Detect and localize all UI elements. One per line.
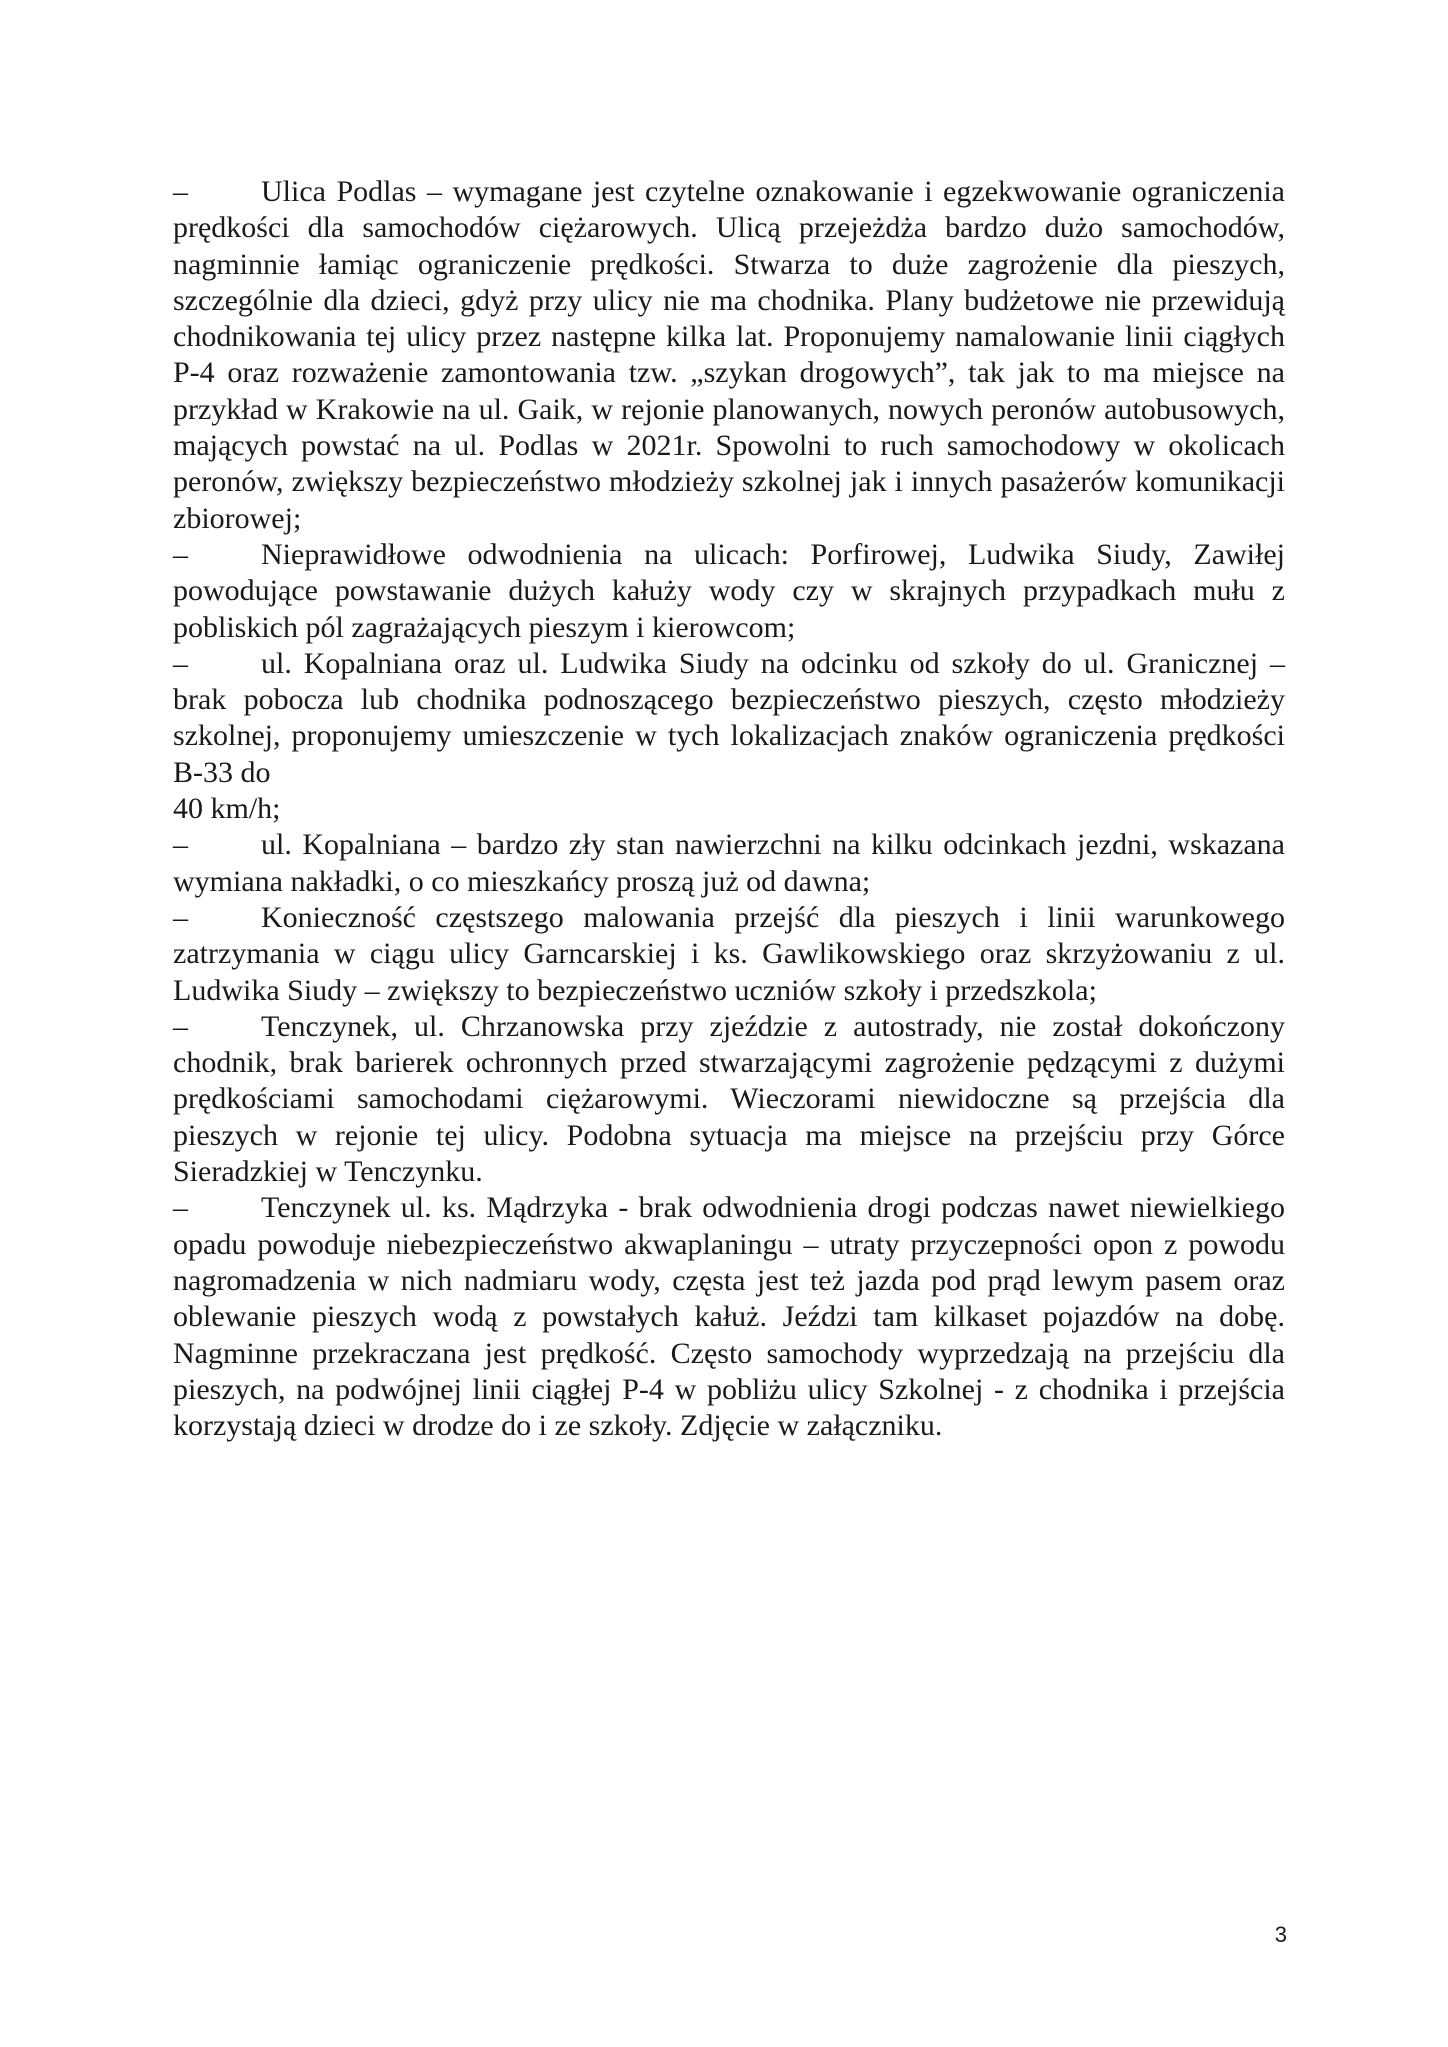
bullet-dash: – (173, 646, 188, 680)
list-item-text: Konieczność częstszego malowania przejść dla pieszych i linii warunkowego zatrzymania w ciągu ulicy Garncarskiej i ks. Gawlikowskiego oraz skrzyżowaniu z ul. Ludwika Siudy – zwiększy to bezpieczeństwo uczniów szkoły i przedszkola; (173, 900, 1285, 1007)
bullet-dash: – (173, 1009, 188, 1043)
list-item (173, 1190, 1285, 1444)
list-item (173, 827, 1285, 900)
page-number: 3 (1274, 1922, 1287, 1947)
list-item (173, 174, 1285, 537)
list-item (173, 900, 1285, 1009)
bullet-dash: – (173, 175, 188, 208)
list-item-text: ul. Kopalniana oraz ul. Ludwika Siudy na odcinku od szkoły do ul. Granicznej – brak pobocza lub chodnika podnoszącego bezpieczeństwo pieszych, często młodzieży szkolnej, proponujemy umieszczenie w tych lokalizacjach znaków ograniczenia prędkości B-33 do (173, 646, 1285, 789)
list-item-text: Ulica Podlas – wymagane jest czytelne oznakowanie i egzekwowanie ograniczenia prędkości dla samochodów ciężarowych. Ulicą przejeżdża bardzo dużo samochodów, nagminnie łamiąc ograniczenie prędkości. Stwarza to duże zagrożenie dla pieszych, szczególnie dla dzieci, gdyż przy ulicy nie ma chodnika. Plany budżetowe nie przewidują chodnikowania tej ulicy przez następne kilka lat. Proponujemy namalowanie linii ciągłych P-4 oraz rozważenie zamontowania tzw. „szykan drogowych”, tak jak to ma miejsce na przykład w Krakowie na ul. Gaik, w rejonie planowanych, nowych peronów autobusowych, mających powstać na ul. Podlas w 2021r. Spowolni to ruch samochodowy w okolicach peronów, zwiększy bezpieczeństwo młodzieży szkolnej jak i innych pasażerów komunikacji zbiorowej; (173, 175, 1285, 535)
list-item (173, 537, 1285, 646)
bullet-dash: – (173, 900, 188, 934)
bullet-dash: – (173, 828, 188, 862)
list-item (173, 1009, 1285, 1190)
list-item (173, 646, 1285, 791)
list-item-text: Tenczynek, ul. Chrzanowska przy zjeździe z autostrady, nie został dokończony chodnik, brak barierek ochronnych przed stwarzającymi zagrożenie pędzącymi z dużymi prędkościami samochodami ciężarowymi. Wieczorami niewidoczne są przejścia dla pieszych w rejonie tej ulicy. Podobna sytuacja ma miejsce na przejściu przy Górce Sieradzkiej w Tenczynku. (173, 1009, 1285, 1189)
list-item-text: Nieprawidłowe odwodnienia na ulicach: Porfirowej, Ludwika Siudy, Zawiłej powodujące powstawanie dużych kałuży wody czy w skrajnych przypadkach mułu z pobliskich pól zagrażających pieszym i kierowcom; (173, 537, 1285, 644)
list-item-text: ul. Kopalniana – bardzo zły stan nawierzchni na kilku odcinkach jezdni, wskazana wymiana nakładki, o co mieszkańcy proszą już od dawna; (173, 828, 1285, 898)
document-body (173, 174, 1285, 1444)
list-item-text: Tenczynek ul. ks. Mądrzyka - brak odwodnienia drogi podczas nawet niewielkiego opadu powoduje niebezpieczeństwo akwaplaningu – utraty przyczepności opon z powodu nagromadzenia w nich nadmiaru wody, częsta jest też jazda pod prąd lewym pasem oraz oblewanie pieszych wodą z powstałych kałuż. Jeździ tam kilkaset pojazdów na dobę. Nagminne przekraczana jest prędkość. Często samochody wyprzedzają na przejściu dla pieszych, na podwójnej linii ciągłej P-4 w pobliżu ulicy Szkolnej - z chodnika i przejścia korzystają dzieci w drodze do i ze szkoły. Zdjęcie w załączniku. (173, 1191, 1285, 1443)
bullet-dash: – (173, 1191, 188, 1225)
bullet-dash: – (173, 537, 188, 571)
list-item-continuation: 40 km/h; (173, 792, 281, 826)
